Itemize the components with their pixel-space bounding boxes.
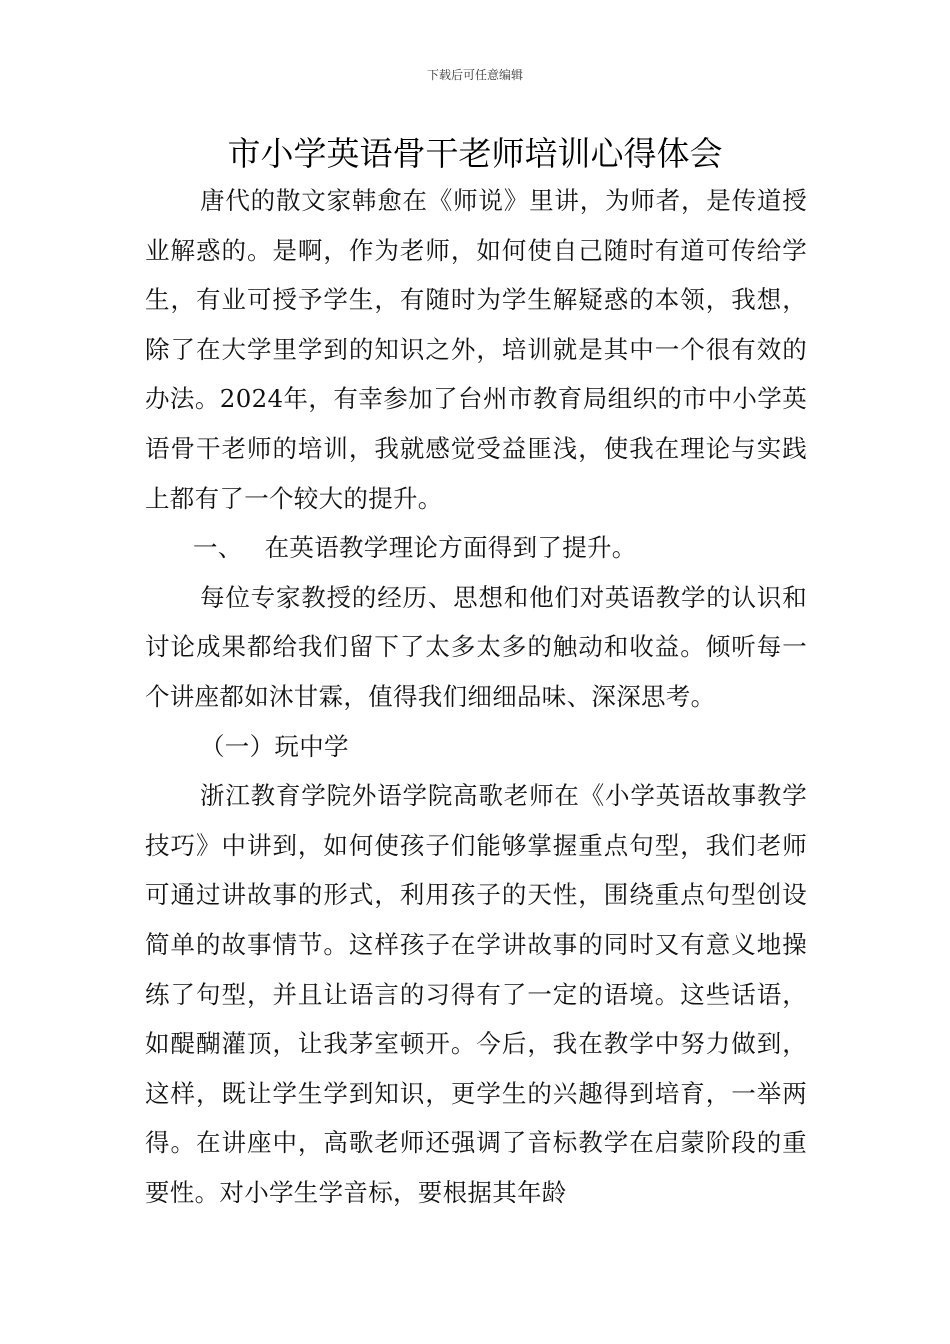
paragraph-story-teaching: 浙江教育学院外语学院高歌老师在《小学英语故事教学技巧》中讲到，如何使孩子们能够掌握重点句型，我们老师可通过讲故事的形式，利用孩子的天性，围绕重点句型创设简单的故事情节。这样孩子在学讲故事的同时又有意义地操练了句型，并且让语言的习得有了一定的语境。这些话语，如醍醐灌顶，让我茅室顿开。今后，我在教学中努力做到，这样，既让学生学到知识，更学生的兴趣得到培育，一举两得。在讲座中，高歌老师还强调了音标教学在启蒙阶段的重要性。对小学生学音标，要根据其年龄	[145, 781, 807, 1207]
subsection-heading-1: （一）玩中学	[200, 731, 349, 761]
document-title: 市小学英语骨干老师培训心得体会	[227, 134, 723, 173]
paragraph-intro: 唐代的散文家韩愈在《师说》里讲，为师者，是传道授业解惑的。是啊，作为老师，如何使自己随时有道可传给学生，有业可授予学生，有随时为学生解疑惑的本领，我想，除了在大学里学到的知识之外，培训就是其中一个很有效的办法。2024年，有幸参加了台州市教育局组织的市中小学英语骨干老师的培训，我就感觉受益匪浅，使我在理论与实践上都有了一个较大的提升。	[145, 186, 807, 513]
section-heading-text: 在英语教学理论方面得到了提升。	[264, 533, 637, 563]
section-heading-1	[145, 523, 807, 573]
document-body	[145, 176, 807, 1217]
section-heading-number: 一、	[193, 533, 243, 563]
paragraph-experts: 每位专家教授的经历、思想和他们对英语教学的认识和讨论成果都给我们留下了太多太多的触动和收益。倾听每一个讲座都如沐甘霖，值得我们细细品味、深深思考。	[145, 582, 807, 711]
header-note: 下载后可任意编辑	[426, 68, 523, 82]
